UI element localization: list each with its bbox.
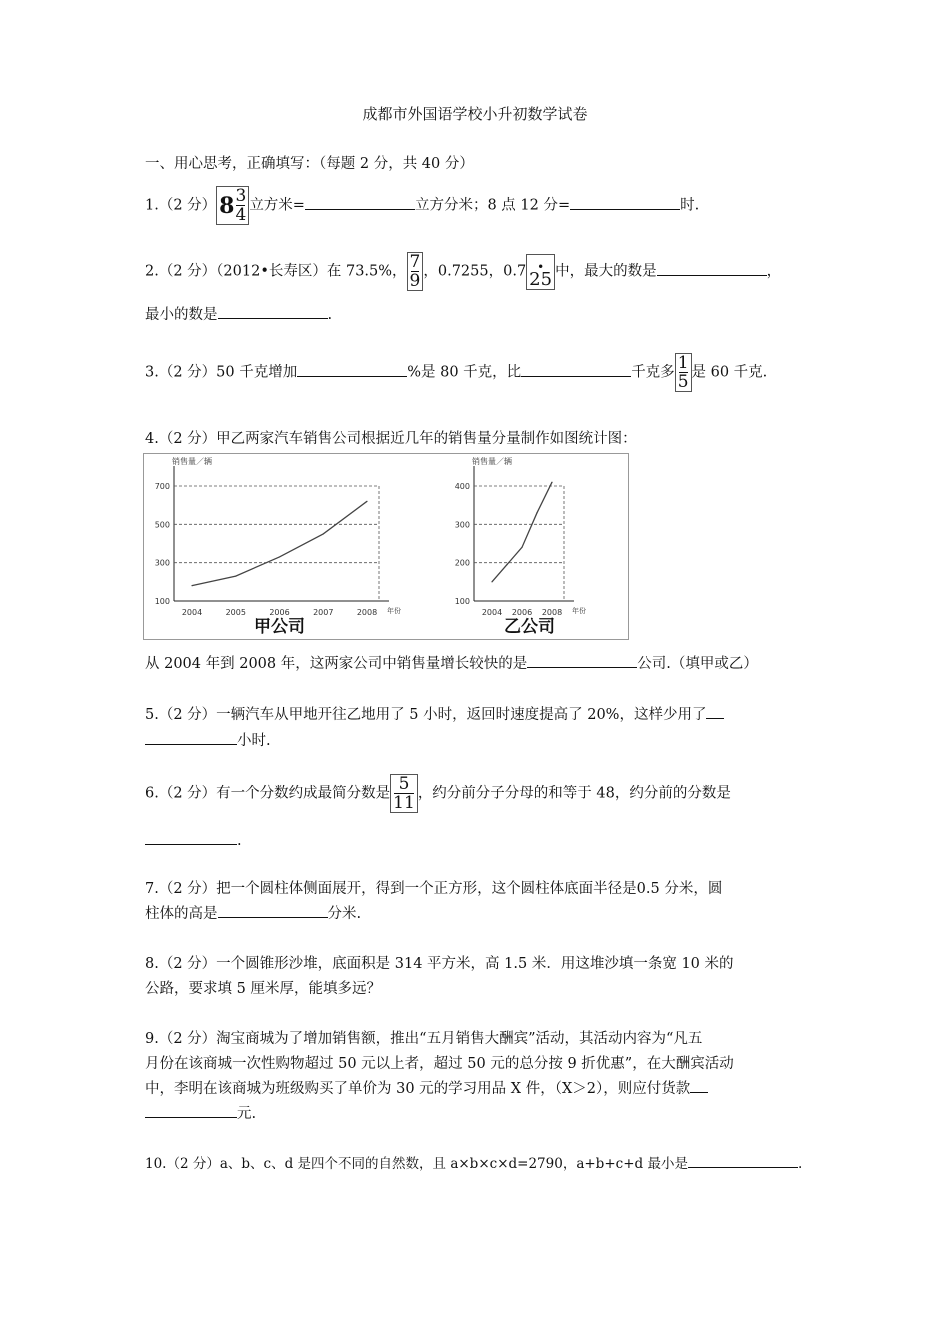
data-point	[536, 512, 537, 513]
x-tick-label: 2004	[481, 608, 503, 617]
data-point	[521, 547, 522, 548]
question-1: 1.（2 分） 8 $\frac{3}{4}$ 立方米= 立方分米；8 点 12 分= 时.	[145, 186, 700, 225]
question-10: 10.（2 分）a、b、c、d 是四个不同的自然数，且 a×b×c×d=2790，a+b+c+d 最小是 .	[145, 1152, 802, 1172]
data-point	[323, 533, 324, 534]
data-point	[279, 556, 280, 557]
question-7: 7.（2 分）把一个圆柱体侧面展开，得到一个正方形，这个圆柱体底面半径是0.5 分米，圆	[145, 881, 723, 897]
answer-blank[interactable]	[305, 194, 415, 210]
fraction: $\frac{5}{11}$	[390, 774, 418, 813]
question-7-line2: 柱体的高是 分米.	[145, 902, 361, 923]
x-tick-label: 2007	[313, 608, 334, 617]
question-5: 5.（2 分）一辆汽车从甲地开往乙地用了 5 小时，返回时速度提高了 20%，这样少用了	[145, 703, 724, 724]
question-2-line2: 最小的数是 .	[145, 303, 332, 324]
y-tick-label: 100	[454, 597, 470, 606]
answer-blank[interactable]	[218, 902, 328, 918]
y-tick-label: 700	[154, 482, 170, 491]
answer-blank[interactable]	[688, 1152, 798, 1168]
data-point	[191, 585, 192, 586]
answer-blank[interactable]	[706, 703, 724, 719]
y-tick-label: 200	[454, 558, 470, 568]
fraction: $\frac{7}{9}$	[407, 252, 424, 291]
answer-blank[interactable]	[570, 194, 680, 210]
answer-blank[interactable]	[145, 829, 237, 845]
question-6-line2: .	[145, 829, 242, 849]
y-axis-label: 销售量／辆	[172, 457, 212, 466]
charts-figure	[143, 453, 629, 640]
answer-blank[interactable]	[657, 260, 767, 276]
question-5-line2: 小时.	[145, 729, 271, 750]
answer-blank[interactable]	[521, 361, 631, 377]
chart-title: 乙公司	[504, 617, 555, 637]
chart-jia	[155, 456, 401, 637]
y-tick-label: 300	[454, 520, 470, 530]
series-line	[492, 482, 552, 582]
chart-title: 甲公司	[254, 617, 305, 637]
data-point	[366, 501, 367, 502]
x-tick-label: 2004	[181, 608, 203, 617]
charts-svg	[144, 454, 628, 639]
chart-yi	[455, 456, 586, 637]
fraction: $\frac{1}{5}$	[675, 353, 692, 392]
page-title: 成都市外国语学校小升初数学试卷	[362, 105, 588, 123]
answer-blank[interactable]	[145, 1102, 237, 1118]
answer-blank[interactable]	[145, 729, 237, 745]
x-tick-label: 2006	[269, 608, 290, 617]
question-9-line4: 元.	[145, 1102, 256, 1123]
question-9-line2: 月份在该商城一次性购物超过 50 元以上者，超过 50 元的总分按 9 折优惠”，在大酬宾活动	[145, 1056, 734, 1072]
question-8-line2: 公路，要求填 5 厘米厚，能填多远？	[145, 981, 381, 997]
question-2: 2.（2 分）（2012•长寿区）在 73.5%， $\frac{7}{9}$ ，0.7255，0.7 • 25 中，最大的数是 ，	[145, 252, 781, 291]
answer-blank[interactable]	[690, 1077, 708, 1093]
section-heading: 一、用心思考，正确填写：（每题 2 分，共 40 分）	[145, 156, 474, 172]
y-tick-label: 500	[154, 520, 170, 530]
data-point	[551, 482, 552, 483]
mixed-number: 8 $\frac{3}{4}$	[216, 186, 249, 225]
question-8: 8.（2 分）一个圆锥形沙堆，底面积是 314 平方米，高 1.5 米．用这堆沙填一条宽 10 米的	[145, 956, 734, 972]
repeating-decimal: • 25	[526, 254, 555, 290]
question-4: 4.（2 分）甲乙两家汽车销售公司根据近几年的销售量分量制作如图统计图：	[145, 431, 637, 447]
question-6: 6.（2 分）有一个分数约成最简分数是 $\frac{5}{11}$ ，约分前分子分母的和等于 48，约分前的分数是	[145, 774, 731, 813]
y-tick-label: 100	[154, 597, 170, 606]
answer-blank[interactable]	[297, 361, 407, 377]
question-3: 3.（2 分）50 千克增加 %是 80 千克，比 千克多 $\frac{1}{5}$ 是 60 千克.	[145, 353, 768, 392]
y-tick-label: 400	[454, 482, 470, 491]
data-point	[491, 581, 492, 582]
data-point	[506, 564, 507, 565]
x-tick-label: 2008	[356, 608, 378, 617]
data-point	[235, 575, 236, 576]
x-axis-label: 年份	[387, 607, 401, 615]
y-tick-label: 300	[154, 558, 170, 568]
answer-blank[interactable]	[527, 652, 637, 668]
y-axis-label: 销售量／辆	[472, 457, 512, 466]
x-tick-label: 2005	[225, 608, 246, 617]
question-4-answer-line: 从 2004 年到 2008 年，这两家公司中销售量增长较快的是 公司.（填甲或乙）	[145, 652, 758, 673]
answer-blank[interactable]	[218, 303, 328, 319]
series-line	[192, 501, 367, 585]
x-tick-label: 2008	[541, 608, 563, 617]
x-axis-label: 年份	[572, 607, 586, 615]
question-9-line3: 中，李明在该商城为班级购买了单价为 30 元的学习用品 X 件，（X＞2），则应付货款	[145, 1077, 708, 1098]
x-tick-label: 2006	[511, 608, 533, 617]
question-9: 9.（2 分）淘宝商城为了增加销售额，推出“五月销售大酬宾”活动，其活动内容为“凡五	[145, 1031, 703, 1047]
